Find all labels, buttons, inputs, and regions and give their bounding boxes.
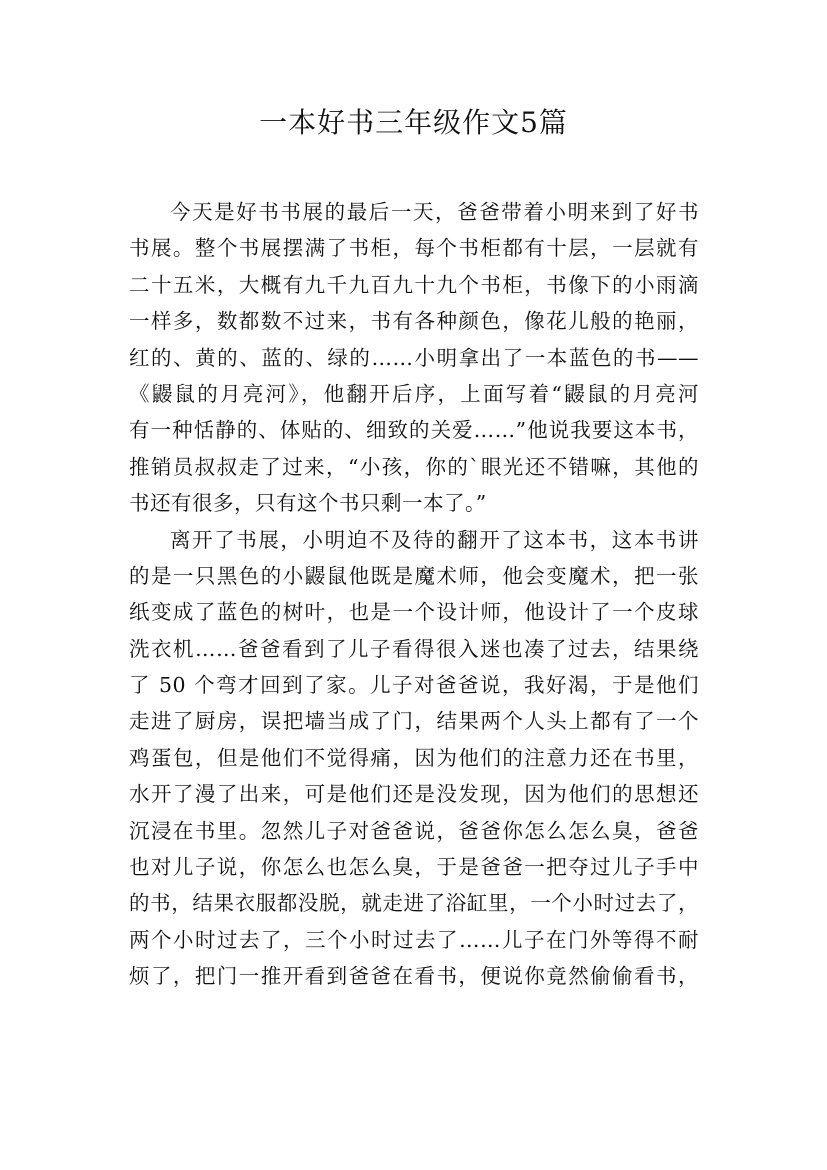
paragraph-2-line-10: 也对儿子说，你怎么也怎么臭，于是爸爸一把夺过儿子手中 bbox=[129, 855, 699, 880]
paragraph-2-line-12: 两个小时过去了，三个小时过去了……儿子在门外等得不耐 bbox=[129, 927, 699, 952]
paragraph-2-line-4: 洗衣机……爸爸看到了儿子看得很入迷也凑了过去，结果绕 bbox=[129, 636, 699, 661]
paragraph-1-line-9: 书还有很多，只有这个书只剩一本了。” bbox=[129, 491, 487, 516]
paragraph-2-line-9: 沉浸在书里。忽然儿子对爸爸说，爸爸你怎么怎么臭，爸爸 bbox=[129, 818, 699, 843]
article-body bbox=[129, 194, 699, 995]
paragraph-2-line-11: 的书，结果衣服都没脱，就走进了浴缸里，一个小时过去了， bbox=[129, 891, 699, 916]
paragraph-1-line-6: 《鼹鼠的月亮河》，他翻开后序，上面写着“鼹鼠的月亮河 bbox=[129, 381, 699, 406]
paragraph-2-line-7: 鸡蛋包，但是他们不觉得痛，因为他们的注意力还在书里， bbox=[129, 745, 699, 770]
paragraph-2-line-1: 离开了书展，小明迫不及待的翻开了这本书，这本书讲 bbox=[170, 527, 699, 552]
paragraph-2-line-6: 走进了厨房，误把墙当成了门，结果两个人头上都有了一个 bbox=[129, 709, 699, 734]
paragraph-1-line-4: 一样多，数都数不过来，书有各种颜色，像花儿般的艳丽， bbox=[129, 309, 699, 334]
paragraph-1-line-5: 红的、黄的、蓝的、绿的……小明拿出了一本蓝色的书—— bbox=[129, 345, 699, 370]
paragraph-1-line-1: 今天是好书书展的最后一天，爸爸带着小明来到了好书 bbox=[170, 200, 699, 224]
paragraph-2-line-3: 纸变成了蓝色的树叶，也是一个设计师，他设计了一个皮球 bbox=[129, 600, 699, 625]
paragraph-1-line-8: 推销员叔叔走了过来，“小孩，你的`眼光还不错嘛，其他的 bbox=[129, 454, 699, 479]
document-title: 一本好书三年级作文5篇 bbox=[259, 106, 568, 139]
paragraph-1-line-7: 有一种恬静的、体贴的、细致的关爱……”他说我要这本书， bbox=[129, 418, 699, 443]
paragraph-2-line-13: 烦了，把门一推开看到爸爸在看书，便说你竟然偷偷看书， bbox=[129, 964, 699, 989]
paragraph-2-line-8: 水开了漫了出来，可是他们还是没发现，因为他们的思想还 bbox=[129, 782, 699, 807]
paragraph-2-line-5: 了 50 个弯才回到了家。儿子对爸爸说，我好渴，于是他们 bbox=[129, 673, 699, 698]
paragraph-1-line-3: 二十五米，大概有九千九百九十九个书柜，书像下的小雨滴 bbox=[129, 272, 699, 297]
paragraph-2-line-2: 的是一只黑色的小鼹鼠他既是魔术师，他会变魔术，把一张 bbox=[129, 563, 699, 588]
paragraph-1-line-2: 书展。整个书展摆满了书柜，每个书柜都有十层，一层就有 bbox=[129, 236, 699, 261]
